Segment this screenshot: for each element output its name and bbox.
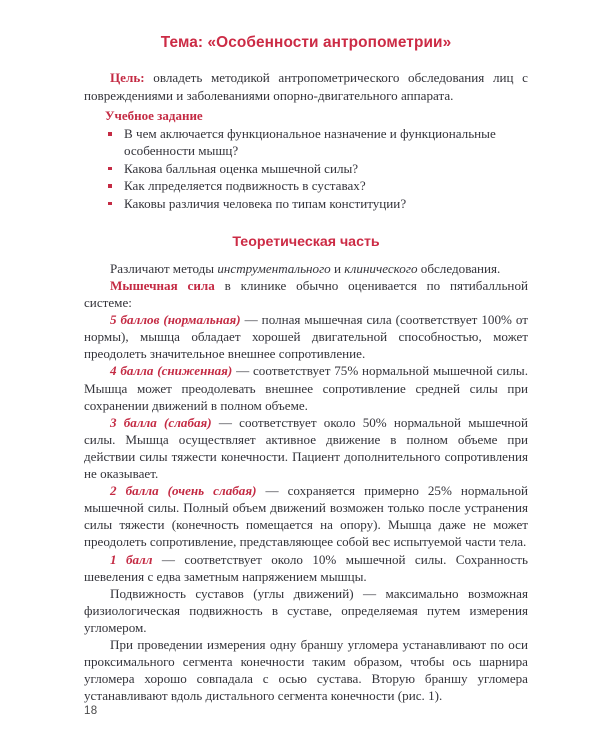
list-item xyxy=(105,160,528,177)
goal-label: Цель: xyxy=(110,70,145,86)
goal-text: овладеть методикой антропометрического обследования лиц с повреждениями и заболеваниями опорно-двигательного аппарата. xyxy=(84,70,528,103)
goal-paragraph xyxy=(84,69,528,103)
grade-5-label: 5 баллов (нормальная) xyxy=(110,312,241,328)
measurement-paragraph: При проведении измерения одну браншу угломера устанавливают по оси проксимального сегмента конечности таким образом, чтобы ось шарнира угломера хорошо совпадала с осью сустава. Вторую браншу угломера устанавливают вдоль дистального сегмента конечности (рис. 1). xyxy=(84,636,528,704)
intro-before: Различают методы xyxy=(110,260,218,276)
list-item-text: Как лпределяется подвижность в суставах? xyxy=(124,178,366,194)
grade-3-label: 3 балла (слабая) xyxy=(110,414,212,430)
muscle-strength-paragraph xyxy=(84,277,528,311)
intro-middle: и xyxy=(330,260,345,276)
task-list xyxy=(84,125,528,212)
grade-2-label: 2 балла (очень слабая) xyxy=(110,483,257,499)
grade-4-text: — соответствует 75% нормальной мышечной силы. Мышца может преодолевать внешнее сопротивление средней силы при сохранении движений в полном объеме. xyxy=(84,363,528,413)
muscle-strength-text: в клинике обычно оценивается по пятибалльной системе: xyxy=(84,278,528,311)
grade-3-text: — соответствует около 50% нормальной мышечной силы. Мышца осуществляет активное движение в полном объеме при действии силы тяжести конечности. Пациент дополнительного сопротивления не оказывает. xyxy=(84,414,528,482)
grade-4-paragraph xyxy=(84,362,528,413)
list-item xyxy=(105,195,528,212)
grade-4-label: 4 балла (сниженная) xyxy=(110,363,233,379)
bullet-square-icon xyxy=(108,184,112,188)
theory-intro-paragraph xyxy=(84,260,528,277)
bullet-square-icon xyxy=(108,167,112,171)
joint-mobility-paragraph: Подвижность суставов (углы движений) — максимально возможная физиологическая подвижность в суставе, определяемая путем измерения угломером. xyxy=(84,585,528,635)
list-item xyxy=(105,125,528,159)
grade-3-paragraph xyxy=(84,414,528,482)
bullet-square-icon xyxy=(108,132,112,136)
list-item-text: Какова балльная оценка мышечной силы? xyxy=(124,160,359,176)
intro-italic-clinical: клинического xyxy=(344,260,418,276)
page-number: 18 xyxy=(84,705,98,717)
intro-after: обследования. xyxy=(417,260,501,276)
intro-italic-instrumental: инструментального xyxy=(217,260,331,276)
list-item xyxy=(105,177,528,194)
task-heading: Учебное задание xyxy=(105,107,203,123)
grade-1-text: — соответствует около 10% мышечной силы. Сохранность шевеления с едва заметным напряжением мышцы. xyxy=(84,551,528,584)
list-item-text: Каковы различия человека по типам конституции? xyxy=(124,195,407,211)
grade-2-paragraph xyxy=(84,482,528,550)
page-title: Тема: «Особенности антропометрии» xyxy=(160,34,452,51)
grade-5-paragraph xyxy=(84,311,528,362)
bullet-square-icon xyxy=(108,202,112,206)
grade-5-text: — полная мышечная сила (соответствует 100% от нормы), мышца обладает хорошей двигательной способностью, может преодолеть значительное внешнее сопротивление. xyxy=(84,312,528,362)
theory-section-heading: Теоретическая часть xyxy=(232,233,380,250)
grade-1-paragraph xyxy=(84,551,528,585)
grade-2-text: — сохраняется примерно 25% нормальной мышечной силы. Полный объем движений возможен только после устранения силы тяжести (конечность помещается на опору). Мышца даже не может преодолеть сопротивление, представляющее собой вес испытуемой части тела. xyxy=(84,483,528,550)
page-content xyxy=(84,34,528,704)
grade-1-label: 1 балл xyxy=(110,551,153,567)
muscle-strength-label: Мышечная сила xyxy=(110,278,215,294)
list-item-text: В чем аключается функциональное назначение и функциональные особенности мышц? xyxy=(124,125,496,159)
